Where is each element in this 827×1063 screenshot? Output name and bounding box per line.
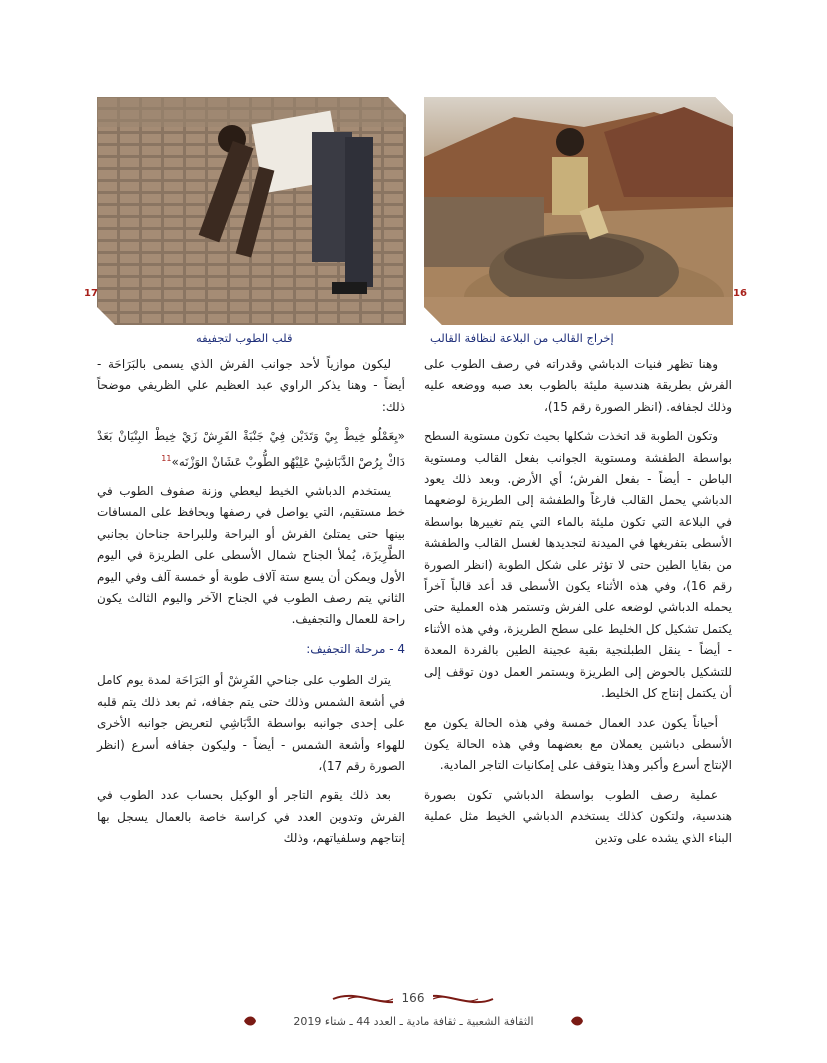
photo-brick-mold-cleaning [424, 97, 733, 325]
text-column-right [424, 354, 732, 857]
paragraph: وهنا تظهر فنيات الدباشي وقدراته في رصف الطوب على الفرش بطريقة هندسية مليئة بالطوب بعد صبه ووضعه عليه وذلك لجفافه. (انظر الصورة رقم 15)، [424, 357, 732, 414]
figure-caption: قلب الطوب لتجفيفه [196, 331, 293, 345]
paragraph: يترك الطوب على جناحي الفَرِشْ أو البَرَاحَة لمدة يوم كامل في أشعة الشمس وذلك حتى يتم جفافه، ثم بعد ذلك يتم قلبه على إحدى جوانبه بواسطة الدَّبَاشِي لتعريض جوانبه الأخرى للهواء وأشعة الشمس - أيضاً - وليكون جفافه أسرع (انظر الصورة رقم 17)، [97, 673, 405, 773]
paragraph: بعد ذلك يقوم التاجر أو الوكيل بحساب عدد الطوب في الفرش وتدوين العدد في كراسة خاصة بالعمال يسجل بها إنتاجهم وسلفياتهم، وذلك [97, 788, 405, 846]
paragraph: وتكون الطوبة قد اتخذت شكلها بحيث تكون مستوية السطح بواسطة الطفشة ومستوية الجوانب بفعل القالب ومستوية الباطن - أيضاً - بفعل الفرش؛ أي الأرض. وبعد ذلك يعود الدباشي يحمل القالب فارغاً والطفشة إلى الطريزة لوضعهما في البلاعة التي تكون مليئة بالماء التي يتم تغييرها بواسطة الأسطى بتفريغها في الميدنة لتجديدها لغسل القالب والطفشة من بقايا الطين حتى لا تؤثر على شكل الطوبة (انظر الصورة رقم 16)، وفي هذه الأثناء يكون الأسطى قد أعد قالباً آخراً يحمله الدباشي لوضعه على الفرش وتستمر هذه العملية حتى يكتمل تشكيل كل الخليط على سطح الطريزة، وفي هذه الأثناء - أيضاً - ينقل الطبلنجية بقية عجينة الطين بالفردة المعدة للتشكيل بالحوض إلى الطريزة ويستمر العمل دون توقف إلى أن يكتمل إنتاج كل الخليط. [424, 429, 732, 701]
footer-publication-line: الثقافة الشعبية ـ ثقافة مادية ـ العدد 44 ـ شتاء 2019 [293, 1015, 534, 1028]
footnote-reference: 11 [161, 453, 172, 463]
paragraph: ليكون موازياً لأحد جوانب الفرش الذي يسمى بالبَرَاحَة - أيضاً - وهنا يذكر الراوي عبد العظيم علي الظريفي موضحاً ذلك: [97, 357, 405, 414]
paragraph: عملية رصف الطوب بواسطة الدباشي تكون بصورة هندسية، ولتكون كذلك يستخدم الدباشي الخيط مثل عملية البناء الذي يشده على وتدين [424, 787, 732, 845]
quotation [97, 426, 405, 473]
photo-bricks-turning [97, 97, 406, 325]
text-column-left [97, 354, 405, 858]
leaf-ornament-icon [243, 1015, 257, 1027]
photo-image [424, 97, 733, 325]
photo-image [97, 97, 406, 325]
page-number: 166 [393, 991, 433, 1005]
figure-number: 17 [84, 288, 98, 299]
paragraph: أحياناً يكون عدد العمال خمسة وفي هذه الحالة يكون مع الأسطى دباشين يعملان مع بعضهما وفي هذه الحالة يكون الإنتاج أسرع وأكبر وهذا يتوقف على إمكانيات التاجر المادية. [424, 715, 732, 773]
section-heading: 4 - مرحلة التجفيف: [306, 641, 405, 656]
figure-number: 16 [733, 288, 747, 299]
figure-caption: إخراج القالب من البلاعة لنظافة القالب [430, 331, 614, 345]
quotation-text: «يِعَمْلُو خِيطْ بِيْ وَتَدَيْن فِيْ جَنْبَةْ الفَرِشْ زَيْ خِيطْ البِنْيَانْ بَعَدْ دَاكْ بِرُصْ الدَّبَاشِيْ عَلِيْهُو الطُّوبْ عَشَانْ الوَزْنَه» [97, 429, 405, 469]
paragraph: يستخدم الدباشي الخيط ليعطي وزنة صفوف الطوب في خط مستقيم، التي يواصل في رصفها ويحافظ على المسافات بينها حتى يمتلئ الفرش أو البراحة وللبراحة جناحان بجانبي الطَّرِيزَة، يُملأ الجناح شمال الأسطى على الطريزة في اليوم الأول ويمكن أن يسع ستة آلاف طوبة أو خمسة آلف وفي اليوم الثاني يتم رصف الطوب في الجناح الآخر واليوم الثالث يكون راحة للعمال والتجفيف. [97, 484, 405, 627]
